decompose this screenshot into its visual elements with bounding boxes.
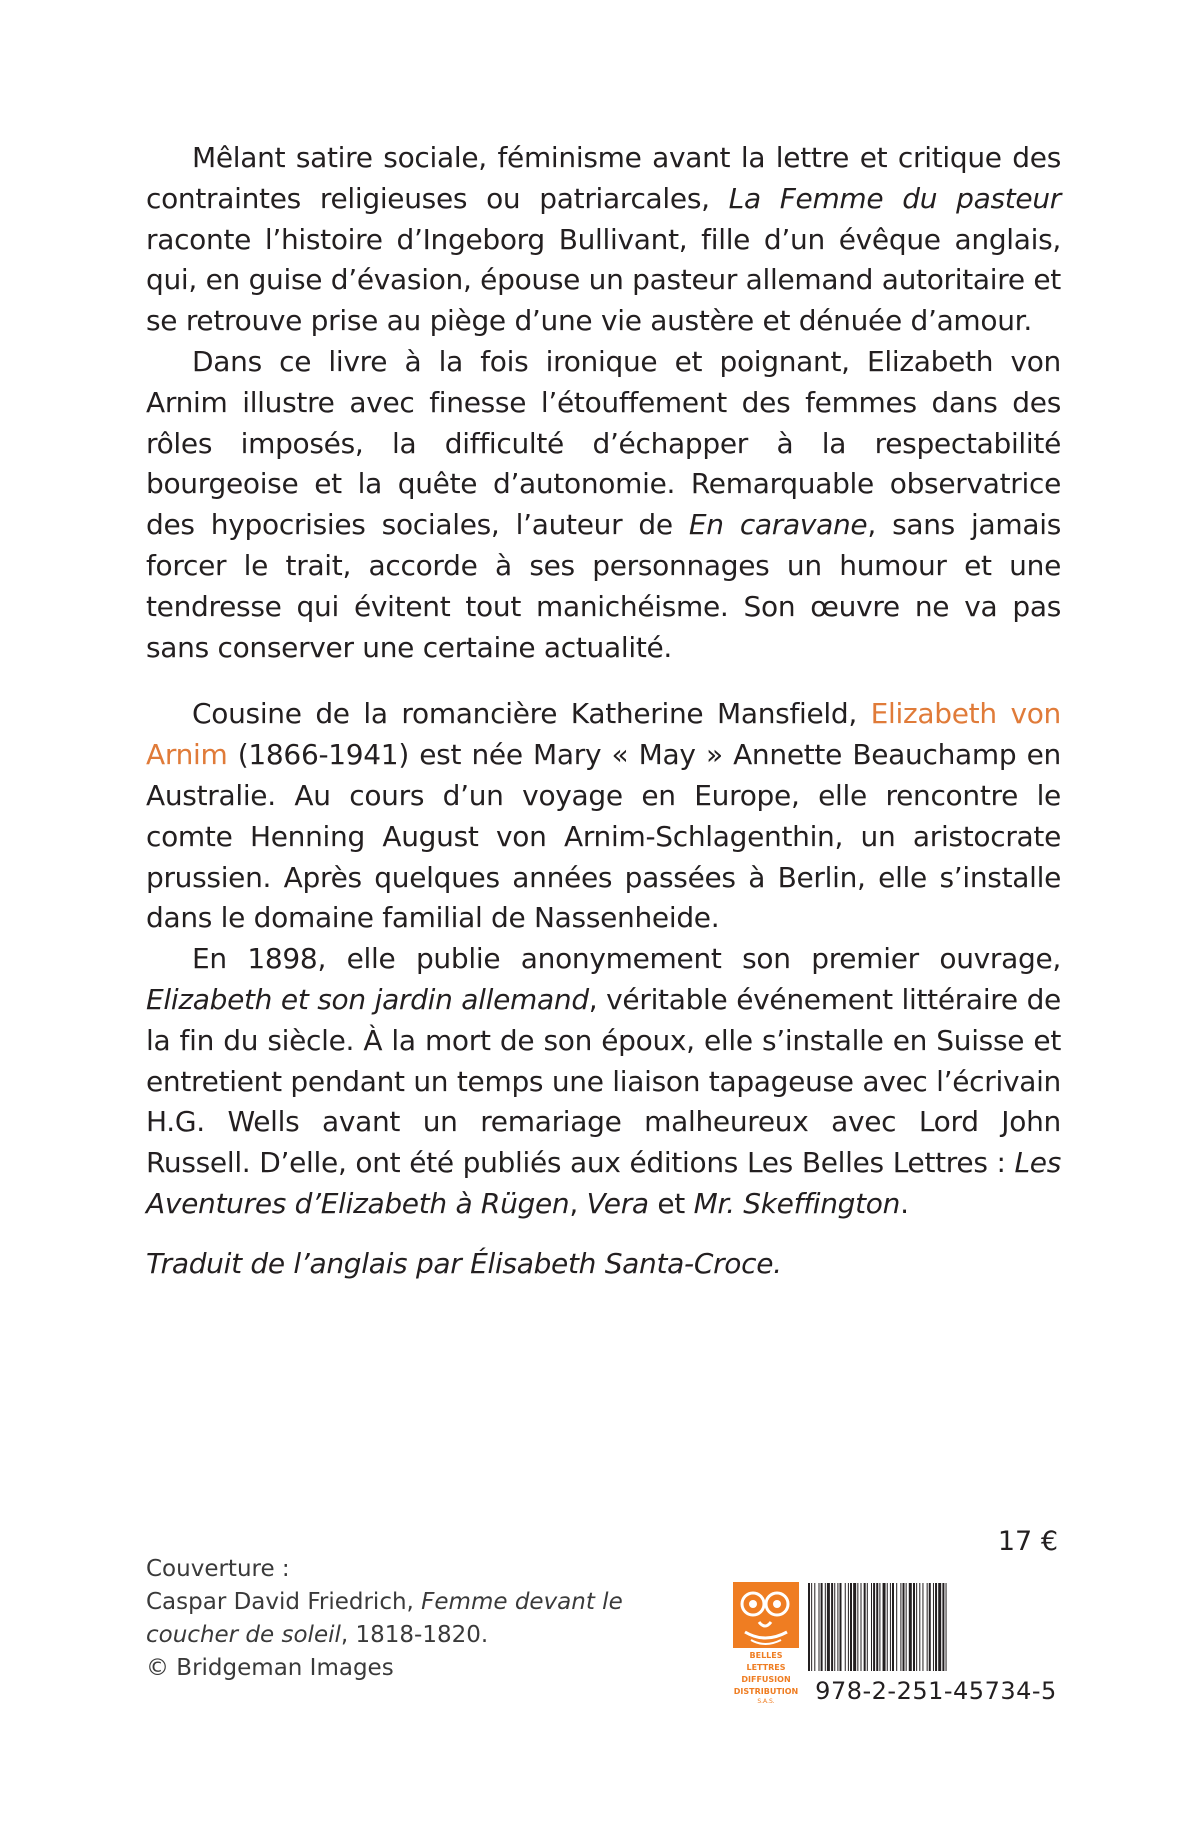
bio-text: Cousine de la romancière Katherine Mansfield, bbox=[192, 697, 871, 731]
book-title: Mr. Skeffington bbox=[693, 1186, 901, 1220]
summary-paragraph-1 bbox=[146, 138, 1061, 342]
barcode-bar bbox=[892, 1583, 894, 1671]
barcode-bar bbox=[900, 1583, 901, 1671]
summary-text: Dans ce livre à la fois ironique et poignant, Elizabeth von Arnim illustre avec finesse l’étouffement des femmes dans des rôles imposés, la difficulté d’échapper à la respectabilité bourgeoise et la quête d’autonomie. Remarquable observatrice des hypocrisies sociales, l’auteur de bbox=[146, 344, 1061, 542]
barcode-bar bbox=[848, 1583, 849, 1671]
barcode-bar bbox=[933, 1583, 934, 1671]
barcode-bar bbox=[909, 1583, 912, 1671]
barcode-bar bbox=[927, 1583, 928, 1671]
blurb bbox=[146, 138, 1061, 1225]
barcode-bar bbox=[929, 1583, 931, 1671]
barcode-bar bbox=[814, 1583, 815, 1671]
publisher-name bbox=[733, 1650, 799, 1706]
barcode-bar bbox=[916, 1583, 917, 1671]
artist-name: Caspar David Friedrich, bbox=[146, 1589, 422, 1615]
barcode-bar bbox=[919, 1583, 920, 1671]
bio-text: En 1898, elle publie anonymement son premier ouvrage, bbox=[192, 942, 1061, 976]
barcode-bar bbox=[879, 1583, 880, 1671]
price: 17 € bbox=[997, 1526, 1058, 1557]
barcode-bar bbox=[861, 1583, 862, 1671]
bio-paragraph-1 bbox=[146, 694, 1061, 939]
bio-text: , véritable événement littéraire de la fin du siècle. À la mort de son époux, elle s’installe en Suisse et entretient pendant un temps une liaison tapageuse avec l’écrivain H.G. Wells avant un remariage malheureux avec Lord John Russell. D’elle, ont été publiés aux éditions Les Belles Lettres : bbox=[146, 982, 1061, 1180]
summary-text: , sans jamais forcer le trait, accorde à ses personnages un humour et une tendresse qui évitent tout manichéisme. Son œuvre ne va pas sans conserver une certaine actualité. bbox=[146, 508, 1061, 664]
barcode bbox=[808, 1583, 1060, 1671]
book-title: En caravane bbox=[688, 508, 868, 542]
isbn: 978-2-251-45734-5 bbox=[815, 1677, 1057, 1705]
barcode-bar bbox=[837, 1583, 838, 1671]
publisher-line: DIFFUSION bbox=[741, 1675, 791, 1684]
barcode-bar bbox=[825, 1583, 826, 1671]
barcode-bar bbox=[922, 1583, 923, 1671]
barcode-bar bbox=[819, 1583, 820, 1671]
barcode-bar bbox=[853, 1583, 856, 1671]
book-title: La Femme du pasteur bbox=[728, 181, 1061, 215]
artwork-title: Femme devant le coucher de soleil bbox=[146, 1589, 623, 1648]
bio-text: . bbox=[900, 1186, 909, 1220]
barcode-bar bbox=[890, 1583, 891, 1671]
publisher-logo bbox=[733, 1582, 799, 1710]
bio-text: (1866-1941) est née Mary « May » Annette Beauchamp en Australie. Au cours d’un voyage en Europe, elle rencontre le comte Henning August von Arnim-Schlagenthin, un aristocrate prussien. Après quelques années passées à Berlin, elle s’installe dans le domaine familial de Nassenheide. bbox=[146, 738, 1061, 935]
owl-logo-icon bbox=[733, 1582, 799, 1648]
publisher-line: BELLES LETTRES bbox=[746, 1651, 786, 1672]
barcode-bar bbox=[903, 1583, 905, 1671]
barcode-bar bbox=[808, 1583, 810, 1671]
barcode-bar bbox=[876, 1583, 878, 1671]
barcode-bar bbox=[942, 1583, 944, 1671]
translator-credit: Traduit de l’anglais par Élisabeth Santa-Croce. bbox=[146, 1247, 782, 1280]
cover-credit-copyright: © Bridgeman Images bbox=[146, 1655, 394, 1681]
barcode-bar bbox=[864, 1583, 866, 1671]
publisher-line: DISTRIBUTION bbox=[733, 1687, 799, 1696]
barcode-bar bbox=[840, 1583, 842, 1671]
summary-text: raconte l’histoire d’Ingeborg Bullivant, fille d’un évêque anglais, qui, en guise d’évasion, épouse un pasteur allemand autoritaire et se retrouve prise au piège d’une vie austère et dénuée d’amour. bbox=[146, 222, 1061, 338]
barcode-bar bbox=[906, 1583, 907, 1671]
barcode-bar bbox=[873, 1583, 875, 1671]
cover-credit-label: Couverture : bbox=[146, 1556, 290, 1582]
cover-credit bbox=[146, 1553, 706, 1685]
barcode-bar bbox=[935, 1583, 937, 1671]
barcode-bar bbox=[834, 1583, 835, 1671]
barcode-bar bbox=[831, 1583, 833, 1671]
book-title: Les Aventures d’Elizabeth à Rügen bbox=[146, 1146, 1061, 1220]
barcode-bar bbox=[938, 1583, 941, 1671]
bio-text: et bbox=[648, 1186, 694, 1220]
cover-credit-artwork bbox=[146, 1586, 706, 1652]
barcode-bar bbox=[821, 1583, 823, 1671]
summary-text: Mêlant satire sociale, féminisme avant la lettre et critique des contraintes religieuses ou patriarcales, bbox=[146, 141, 1061, 215]
barcode-bar bbox=[827, 1583, 830, 1671]
barcode-bar bbox=[857, 1583, 858, 1671]
artwork-dates: , 1818-1820. bbox=[340, 1622, 489, 1648]
barcode-bar bbox=[811, 1583, 812, 1671]
barcode-bar bbox=[850, 1583, 852, 1671]
barcode-bar bbox=[887, 1583, 888, 1671]
book-title: Vera bbox=[586, 1186, 649, 1220]
barcode-bar bbox=[883, 1583, 886, 1671]
bio-paragraph-2 bbox=[146, 939, 1061, 1225]
barcode-bar bbox=[946, 1583, 947, 1671]
barcode-bar bbox=[871, 1583, 872, 1671]
summary-paragraph-2 bbox=[146, 342, 1061, 668]
barcode-bar bbox=[896, 1583, 897, 1671]
book-title: Elizabeth et son jardin allemand bbox=[146, 982, 589, 1016]
author-name: Elizabeth von Arnim bbox=[146, 697, 1062, 772]
bio-text: , bbox=[569, 1186, 587, 1220]
barcode-bar bbox=[867, 1583, 868, 1671]
publisher-line: S.A.S. bbox=[757, 1698, 775, 1705]
barcode-bar bbox=[913, 1583, 915, 1671]
barcode-bar bbox=[845, 1583, 846, 1671]
